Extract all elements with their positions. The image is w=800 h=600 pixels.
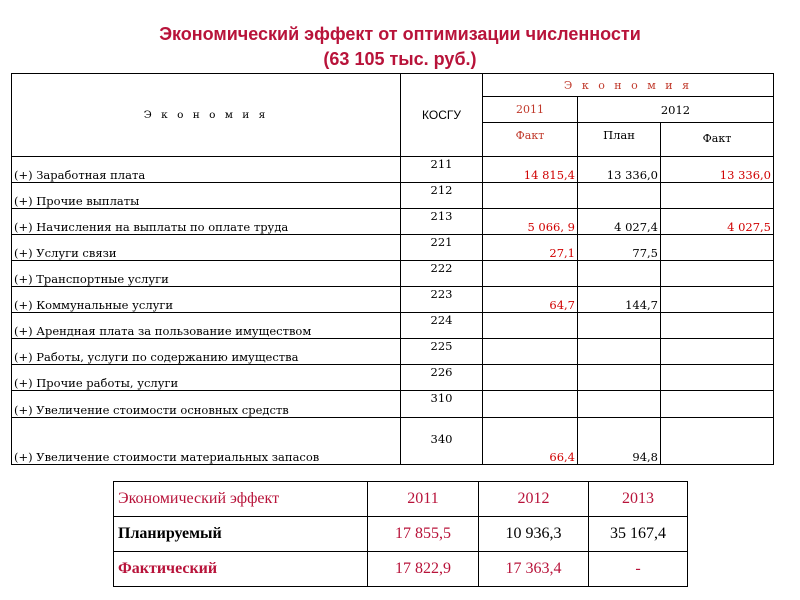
row-fact-2011	[483, 365, 578, 391]
row-fact-2012	[661, 365, 774, 391]
effect-header-2012: 2012	[479, 482, 589, 517]
table-row	[12, 418, 774, 465]
row-label: (+) Увеличение стоимости материальных запасов	[12, 418, 401, 465]
row-fact-2011	[483, 183, 578, 209]
row-label: (+) Прочие выплаты	[12, 183, 401, 209]
effect-value-2013: 35 167,4	[589, 517, 688, 552]
column-header-plan-2012: План	[578, 123, 661, 157]
table-row	[12, 391, 774, 418]
column-group-header-savings: Э к о н о м и я	[483, 74, 774, 97]
row-label: (+) Увеличение стоимости основных средств	[12, 391, 401, 418]
table-row	[12, 339, 774, 365]
row-code: 211	[401, 157, 483, 183]
row-label: (+) Арендная плата за пользование имуществом	[12, 313, 401, 339]
row-fact-2012	[661, 313, 774, 339]
row-fact-2012: 13 336,0	[661, 157, 774, 183]
table-row	[12, 235, 774, 261]
row-plan-2012: 13 336,0	[578, 157, 661, 183]
row-code: 310	[401, 391, 483, 418]
row-fact-2012	[661, 287, 774, 313]
column-header-2011: 2011	[483, 97, 578, 123]
effect-row-planned	[114, 517, 688, 552]
table-row	[12, 261, 774, 287]
page-subtitle: (63 105 тыс. руб.)	[323, 49, 477, 69]
effect-value-2012: 10 936,3	[479, 517, 589, 552]
row-fact-2012	[661, 183, 774, 209]
column-header-2012: 2012	[578, 97, 774, 123]
table-row	[12, 313, 774, 339]
row-fact-2012	[661, 391, 774, 418]
row-plan-2012: 144,7	[578, 287, 661, 313]
row-fact-2011	[483, 391, 578, 418]
column-header-fact-2012: Факт	[661, 123, 774, 157]
row-label: (+) Работы, услуги по содержанию имущества	[12, 339, 401, 365]
row-plan-2012: 77,5	[578, 235, 661, 261]
row-code: 340	[401, 418, 483, 465]
row-plan-2012	[578, 313, 661, 339]
row-plan-2012	[578, 339, 661, 365]
row-fact-2011	[483, 313, 578, 339]
effect-header-row	[114, 482, 688, 517]
row-code: 221	[401, 235, 483, 261]
effect-value-2011: 17 822,9	[368, 552, 479, 587]
column-header-kosgu: КОСГУ	[401, 74, 483, 157]
row-fact-2012	[661, 339, 774, 365]
row-label: (+) Заработная плата	[12, 157, 401, 183]
row-plan-2012	[578, 183, 661, 209]
effect-header-label: Экономический эффект	[114, 482, 368, 517]
row-fact-2011	[483, 261, 578, 287]
table-row	[12, 287, 774, 313]
row-label: (+) Транспортные услуги	[12, 261, 401, 287]
row-code: 225	[401, 339, 483, 365]
row-plan-2012	[578, 365, 661, 391]
effect-row-label: Планируемый	[114, 517, 368, 552]
row-fact-2011	[483, 339, 578, 365]
savings-table	[11, 73, 774, 465]
row-code: 222	[401, 261, 483, 287]
row-label: (+) Начисления на выплаты по оплате труда	[12, 209, 401, 235]
table-row	[12, 157, 774, 183]
effect-value-2013: -	[589, 552, 688, 587]
row-label: (+) Прочие работы, услуги	[12, 365, 401, 391]
row-fact-2011: 64,7	[483, 287, 578, 313]
row-fact-2011: 14 815,4	[483, 157, 578, 183]
row-code: 212	[401, 183, 483, 209]
row-fact-2011: 66,4	[483, 418, 578, 465]
column-header-savings: Э к о н о м и я	[12, 74, 401, 157]
row-fact-2012	[661, 235, 774, 261]
row-label: (+) Коммунальные услуги	[12, 287, 401, 313]
effect-header-2011: 2011	[368, 482, 479, 517]
table-row	[12, 183, 774, 209]
table-row	[12, 209, 774, 235]
row-label: (+) Услуги связи	[12, 235, 401, 261]
row-fact-2012	[661, 418, 774, 465]
effect-header-2013: 2013	[589, 482, 688, 517]
row-code: 226	[401, 365, 483, 391]
row-plan-2012: 94,8	[578, 418, 661, 465]
effect-value-2011: 17 855,5	[368, 517, 479, 552]
page-title: Экономический эффект от оптимизации численности	[159, 24, 641, 44]
row-code: 224	[401, 313, 483, 339]
effect-row-label: Фактический	[114, 552, 368, 587]
row-fact-2012	[661, 261, 774, 287]
row-plan-2012: 4 027,4	[578, 209, 661, 235]
effect-row-actual	[114, 552, 688, 587]
row-fact-2011: 5 066, 9	[483, 209, 578, 235]
row-code: 213	[401, 209, 483, 235]
economic-effect-table	[113, 481, 688, 587]
table-row	[12, 365, 774, 391]
row-fact-2012: 4 027,5	[661, 209, 774, 235]
effect-value-2012: 17 363,4	[479, 552, 589, 587]
row-plan-2012	[578, 261, 661, 287]
row-fact-2011: 27,1	[483, 235, 578, 261]
column-header-fact-2011: Факт	[483, 123, 578, 157]
row-plan-2012	[578, 391, 661, 418]
row-code: 223	[401, 287, 483, 313]
